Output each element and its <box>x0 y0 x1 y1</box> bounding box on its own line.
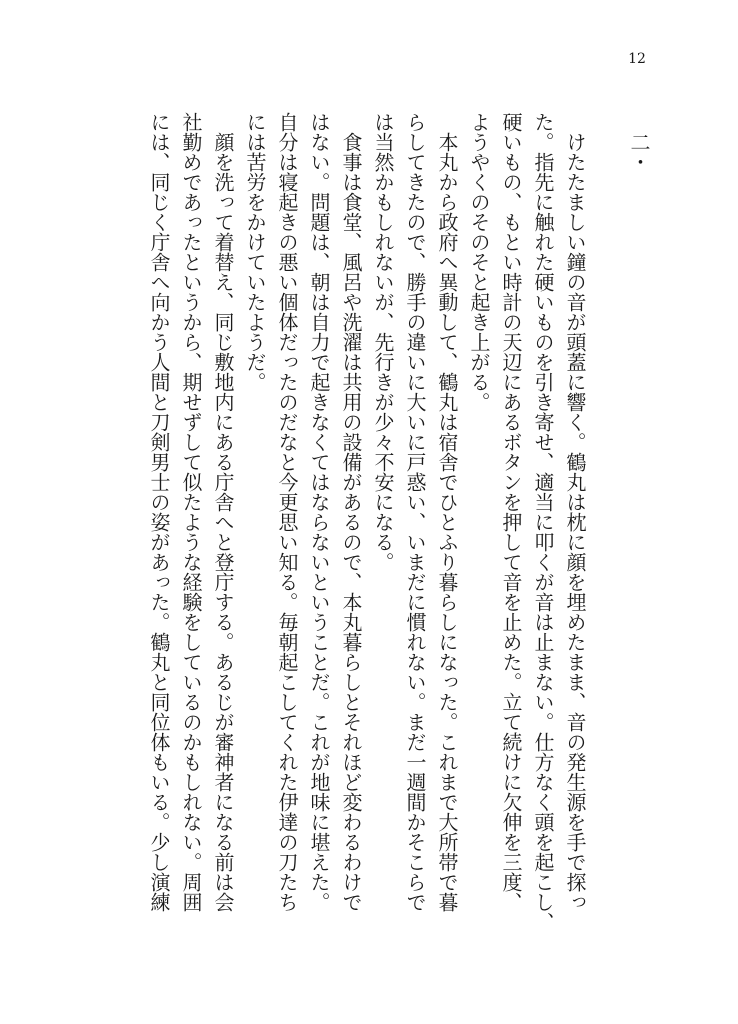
page-number: 12 <box>628 51 646 67</box>
text-line: 顔を洗って着替え、同じ敷地内にある庁舎へと登庁する。あるじが審神者になる前は会 <box>211 132 235 912</box>
text-line: 食事は食堂、風呂や洗濯は共用の設備があるので、本丸暮らしとそれほど変わるわけで <box>339 132 363 912</box>
text-line: には苦労をかけていたようだ。 <box>243 112 267 392</box>
text-line: には、同じく庁舎へ向かう人間と刀剣男士の姿があった。鶴丸と同位体もいる。少し演練 <box>147 112 171 912</box>
text-line: た。指先に触れた硬いものを引き寄せ、適当に叩くが音は止まない。仕方なく頭を起こし、 <box>531 112 555 932</box>
chapter-heading: 二・ <box>627 132 651 172</box>
text-line: 本丸から政府へ異動して、鶴丸は宿舎でひとふり暮らしになった。これまで大所帯で暮 <box>435 132 459 912</box>
paragraph-4 <box>143 112 239 942</box>
text-line: けたたましい鐘の音が頭蓋に響く。鶴丸は枕に顔を埋めたまま、音の発生源を手で探っ <box>563 132 587 912</box>
text-line: 硬いもの、もとい時計の天辺にあるボタンを押して音を止めた。立て続けに欠伸を三度、 <box>499 112 523 912</box>
text-line: は当然かもしれないが、先行きが少々不安になる。 <box>371 112 395 572</box>
text-line: はない。問題は、朝は自力で起きなくてはならないということだ。これが地味に堪えた。 <box>307 112 331 912</box>
vertical-text-block <box>143 112 655 942</box>
text-line: 自分は寝起きの悪い個体だったのだなと今更思い知る。毎朝起こしてくれた伊達の刀たち <box>275 112 299 912</box>
paragraph-3 <box>239 112 367 942</box>
text-line: らしてきたので、勝手の違いに大いに戸惑い、いまだに慣れない。まだ一週間かそこらで <box>403 112 427 912</box>
text-line: 社勤めであったというから、期せずして似たような経験をしているのかもしれない。周囲 <box>179 112 203 912</box>
text-line: ようやくのそのそと起き上がる。 <box>467 112 491 412</box>
paragraph-1 <box>463 112 591 942</box>
paragraph-2 <box>367 112 463 942</box>
